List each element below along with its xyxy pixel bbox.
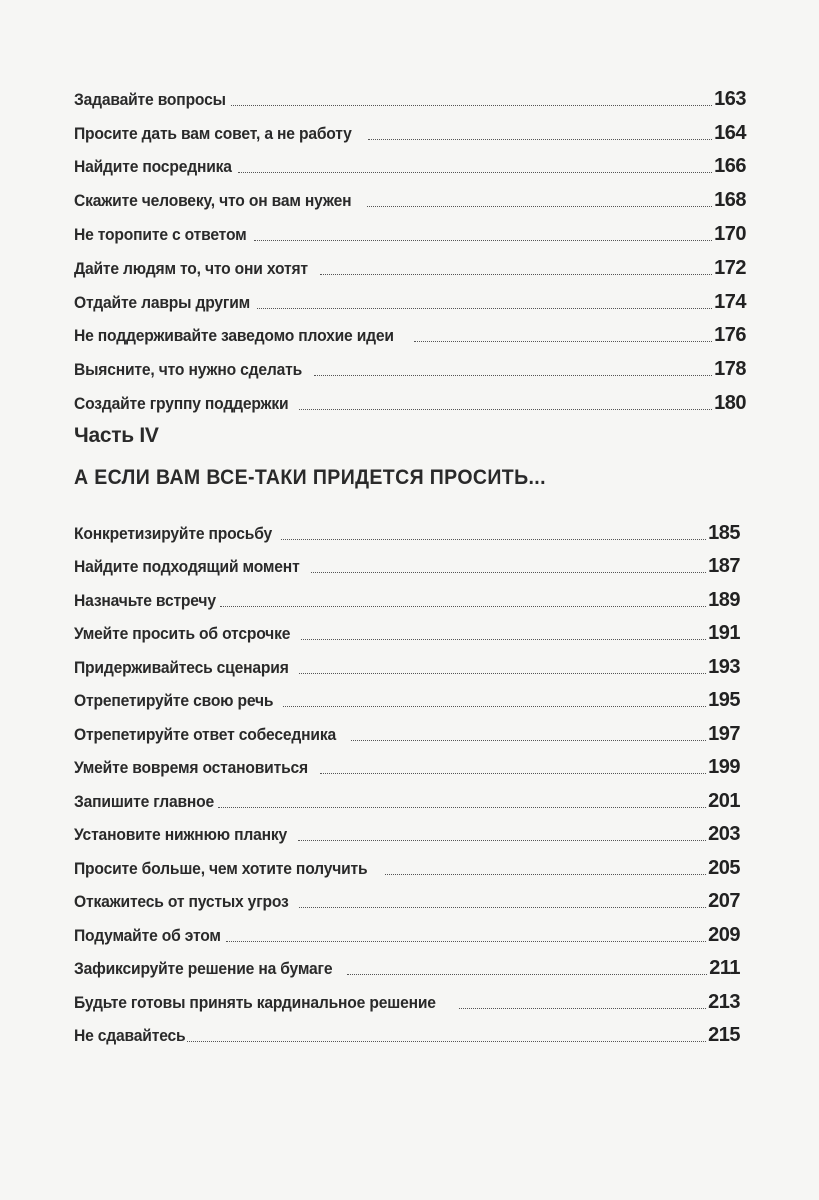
toc-entry-page: 197 <box>708 722 740 745</box>
toc-entry-title: Скажите человеку, что он вам нужен <box>74 191 352 211</box>
toc-entry <box>74 1013 740 1047</box>
toc-entry-page: 174 <box>714 290 746 313</box>
toc-entry <box>74 778 740 812</box>
toc-entry <box>74 711 740 745</box>
toc-leader-dots <box>347 974 707 975</box>
toc-leader-dots <box>459 1008 706 1009</box>
toc-entry-page: 189 <box>708 588 740 611</box>
toc-entry <box>74 644 740 678</box>
toc-entry <box>74 946 740 980</box>
toc-entry-title: Назначьте встречу <box>74 590 216 610</box>
toc-leader-dots <box>385 874 706 875</box>
toc-leader-dots <box>311 572 706 573</box>
toc-entry-title: Отрепетируйте свою речь <box>74 691 274 710</box>
toc-entry-page: 203 <box>708 823 740 845</box>
toc-entry <box>74 110 746 144</box>
toc-entry <box>74 879 740 913</box>
toc-leader-dots <box>314 375 712 376</box>
toc-entry-title: Зафиксируйте решение на бумаге <box>74 959 333 978</box>
toc-entry <box>74 845 740 879</box>
toc-entry-page: 195 <box>708 689 740 711</box>
toc-entry-page: 209 <box>708 923 740 946</box>
toc-leader-dots <box>238 172 713 173</box>
toc-entry <box>74 510 740 544</box>
toc-entry-title: Отдайте лавры другим <box>74 292 251 312</box>
toc-entry-page: 213 <box>708 990 740 1013</box>
toc-entry <box>74 745 740 779</box>
toc-entry <box>74 279 746 313</box>
part-title-heading: А ЕСЛИ ВАМ ВСЕ-ТАКИ ПРИДЕТСЯ ПРОСИТЬ... <box>74 466 546 489</box>
toc-entry-page: 180 <box>714 391 746 414</box>
toc-entry-page: 191 <box>708 622 740 644</box>
toc-entry-title: Подумайте об этом <box>74 925 221 945</box>
toc-entry-page: 215 <box>708 1024 740 1046</box>
toc-entry <box>74 211 746 245</box>
toc-entry <box>74 76 746 110</box>
toc-entry-page: 207 <box>708 890 740 912</box>
part-number-heading: Часть IV <box>74 424 159 447</box>
toc-leader-dots <box>283 706 706 707</box>
toc-list-part-4 <box>74 510 740 1046</box>
toc-entry-title: Будьте готовы принять кардинальное решение <box>74 992 436 1012</box>
toc-entry-title: Умейте вовремя остановиться <box>74 758 308 777</box>
toc-entry <box>74 812 740 846</box>
toc-leader-dots <box>281 539 706 540</box>
toc-entry-page: 205 <box>708 856 740 879</box>
toc-entry-page: 168 <box>714 189 746 212</box>
toc-entry-page: 172 <box>714 256 746 279</box>
toc-leader-dots <box>298 840 707 841</box>
toc-entry-page: 170 <box>714 222 746 245</box>
toc-list-part-3 <box>74 76 746 414</box>
toc-entry <box>74 611 740 645</box>
toc-entry-page: 193 <box>708 655 740 678</box>
toc-leader-dots <box>351 740 706 741</box>
toc-entry-page: 166 <box>714 155 746 178</box>
toc-entry-page: 185 <box>708 521 740 544</box>
toc-entry <box>74 346 746 380</box>
toc-entry-page: 201 <box>708 789 740 812</box>
toc-leader-dots <box>320 773 706 774</box>
toc-entry-title: Создайте группу поддержки <box>74 393 289 413</box>
toc-leader-dots <box>257 308 712 309</box>
toc-entry-title: Придерживайтесь сценария <box>74 657 289 677</box>
toc-entry <box>74 245 746 279</box>
toc-leader-dots <box>367 206 712 207</box>
toc-leader-dots <box>299 673 706 674</box>
toc-entry-title: Откажитесь от пустых угроз <box>74 892 289 911</box>
toc-leader-dots <box>220 606 706 607</box>
toc-entry-page: 176 <box>714 324 746 347</box>
toc-leader-dots <box>301 639 706 640</box>
toc-entry <box>74 144 746 178</box>
toc-entry-page: 199 <box>708 756 740 778</box>
toc-leader-dots <box>231 105 712 106</box>
toc-leader-dots <box>320 274 712 275</box>
toc-entry <box>74 544 740 578</box>
toc-entry-title: Задавайте вопросы <box>74 89 226 109</box>
toc-leader-dots <box>226 941 707 942</box>
toc-entry <box>74 313 746 347</box>
toc-leader-dots <box>187 1041 706 1042</box>
toc-entry-page: 164 <box>714 121 746 144</box>
toc-entry-page: 178 <box>714 358 746 381</box>
toc-entry-page: 211 <box>709 957 740 979</box>
toc-entry-title: Установите нижнюю планку <box>74 825 288 844</box>
toc-leader-dots <box>414 341 713 342</box>
toc-entry-page: 187 <box>708 555 740 577</box>
toc-entry <box>74 979 740 1013</box>
toc-entry-title: Не торопите с ответом <box>74 224 247 244</box>
toc-leader-dots <box>299 409 712 410</box>
toc-entry <box>74 577 740 611</box>
toc-entry-title: Не поддерживайте заведомо плохие идеи <box>74 326 394 346</box>
toc-entry-title: Дайте людям то, что они хотят <box>74 258 308 278</box>
toc-entry-title: Просите больше, чем хотите получить <box>74 858 368 878</box>
toc-leader-dots <box>299 907 706 908</box>
toc-entry-title: Запишите главное <box>74 791 215 811</box>
toc-entry-title: Отрепетируйте ответ собеседника <box>74 724 336 744</box>
toc-entry <box>74 380 746 414</box>
toc-entry-title: Конкретизируйте просьбу <box>74 523 273 543</box>
toc-entry <box>74 912 740 946</box>
toc-entry-title: Выясните, что нужно сделать <box>74 360 303 380</box>
toc-entry-title: Не сдавайтесь <box>74 1026 186 1045</box>
toc-entry-title: Найдите подходящий момент <box>74 557 300 576</box>
toc-entry <box>74 177 746 211</box>
toc-entry <box>74 678 740 712</box>
toc-entry-title: Умейте просить об отсрочке <box>74 624 291 643</box>
toc-entry-page: 163 <box>714 87 746 110</box>
toc-leader-dots <box>254 240 713 241</box>
toc-entry-title: Просите дать вам совет, а не работу <box>74 123 352 143</box>
toc-entry-title: Найдите посредника <box>74 157 232 177</box>
toc-leader-dots <box>218 807 706 808</box>
toc-leader-dots <box>368 139 712 140</box>
